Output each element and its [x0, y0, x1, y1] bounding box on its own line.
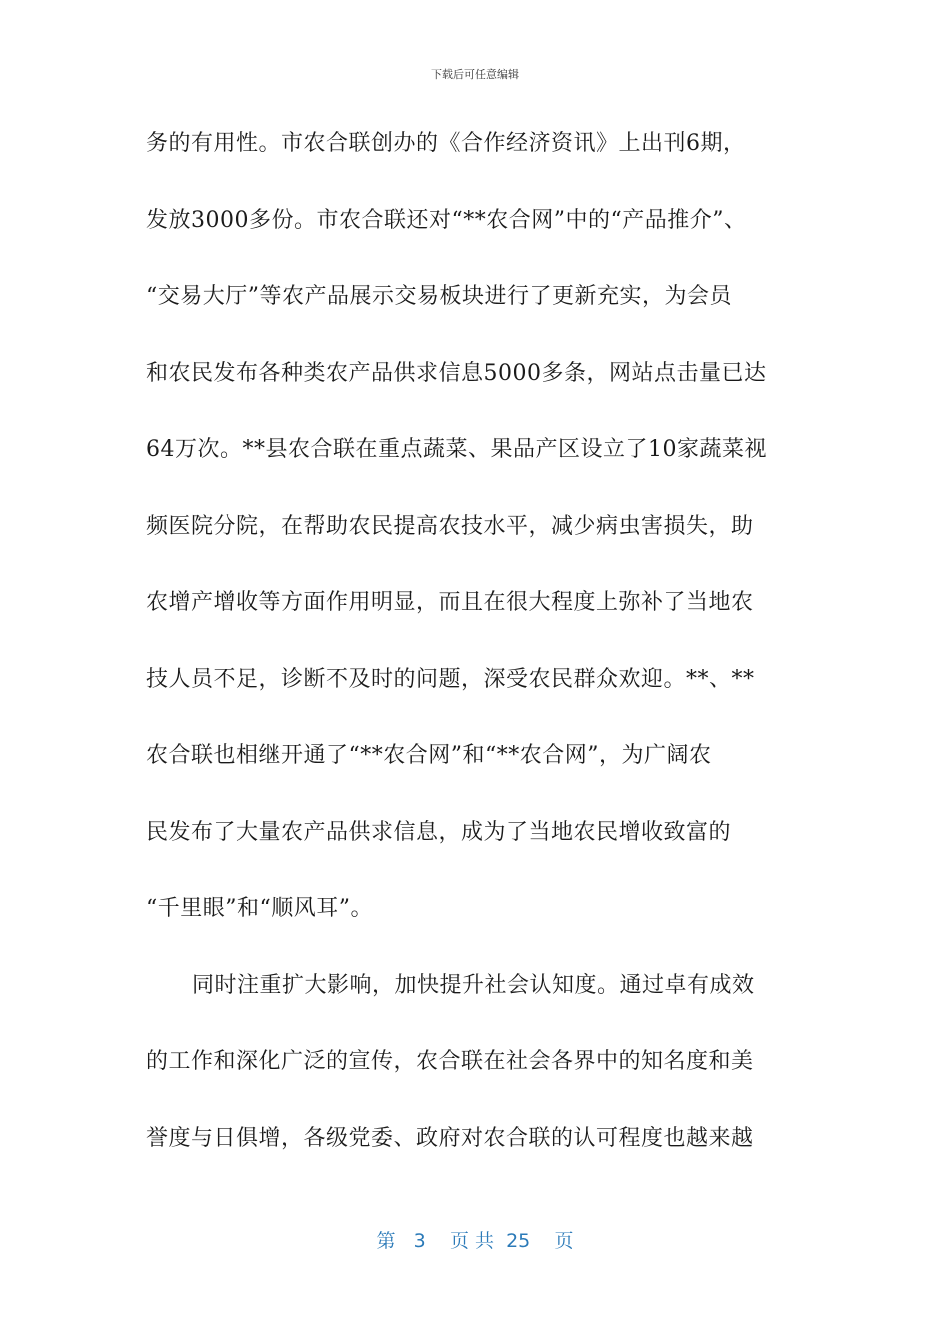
page-footer: [0, 1226, 950, 1253]
text-line: 频医院分院，在帮助农民提高农技水平，减少病虫害损失，助: [146, 513, 754, 539]
text-line: 64万次。**县农合联在重点蔬菜、果品产区设立了10家蔬菜视: [146, 437, 767, 462]
text-line: 民发布了大量农产品供求信息，成为了当地农民增收致富的: [146, 819, 732, 845]
page-header: 下载后可任意编辑: [431, 68, 519, 81]
text-line: 和农民发布各种类农产品供求信息5000多条，网站点击量已达: [146, 360, 767, 386]
text-line: 的工作和深化广泛的宣传，农合联在社会各界中的知名度和美: [146, 1049, 754, 1074]
paragraph-start-line: 同时注重扩大影响，加快提升社会认知度。通过卓有成效: [192, 972, 755, 998]
footer-label-pages: 页: [554, 1230, 574, 1252]
document-body: [146, 122, 826, 1193]
text-line: 农合联也相继开通了“**农合网”和“**农合网”，为广阔农: [146, 743, 712, 768]
text-line: “交易大厅”等农产品展示交易板块进行了更新充实，为会员: [146, 284, 732, 309]
footer-label-page: 第: [376, 1230, 396, 1252]
text-line: “千里眼”和“顺风耳”。: [146, 896, 373, 921]
footer-total-pages: 25: [506, 1230, 531, 1252]
text-line: 誉度与日俱增，各级党委、政府对农合联的认可程度也越来越: [146, 1125, 754, 1151]
footer-label-of: 页 共: [449, 1230, 494, 1252]
text-line: 技人员不足，诊断不及时的问题，深受农民群众欢迎。**、**: [146, 666, 755, 692]
text-line: 发放3000多份。市农合联还对“**农合网”中的“产品推介”、: [146, 207, 747, 233]
footer-current-page: 3: [413, 1230, 426, 1252]
text-line: 农增产增收等方面作用明显，而且在很大程度上弥补了当地农: [146, 590, 754, 615]
text-line: 务的有用性。市农合联创办的《合作经济资讯》上出刊6期，: [146, 131, 746, 156]
